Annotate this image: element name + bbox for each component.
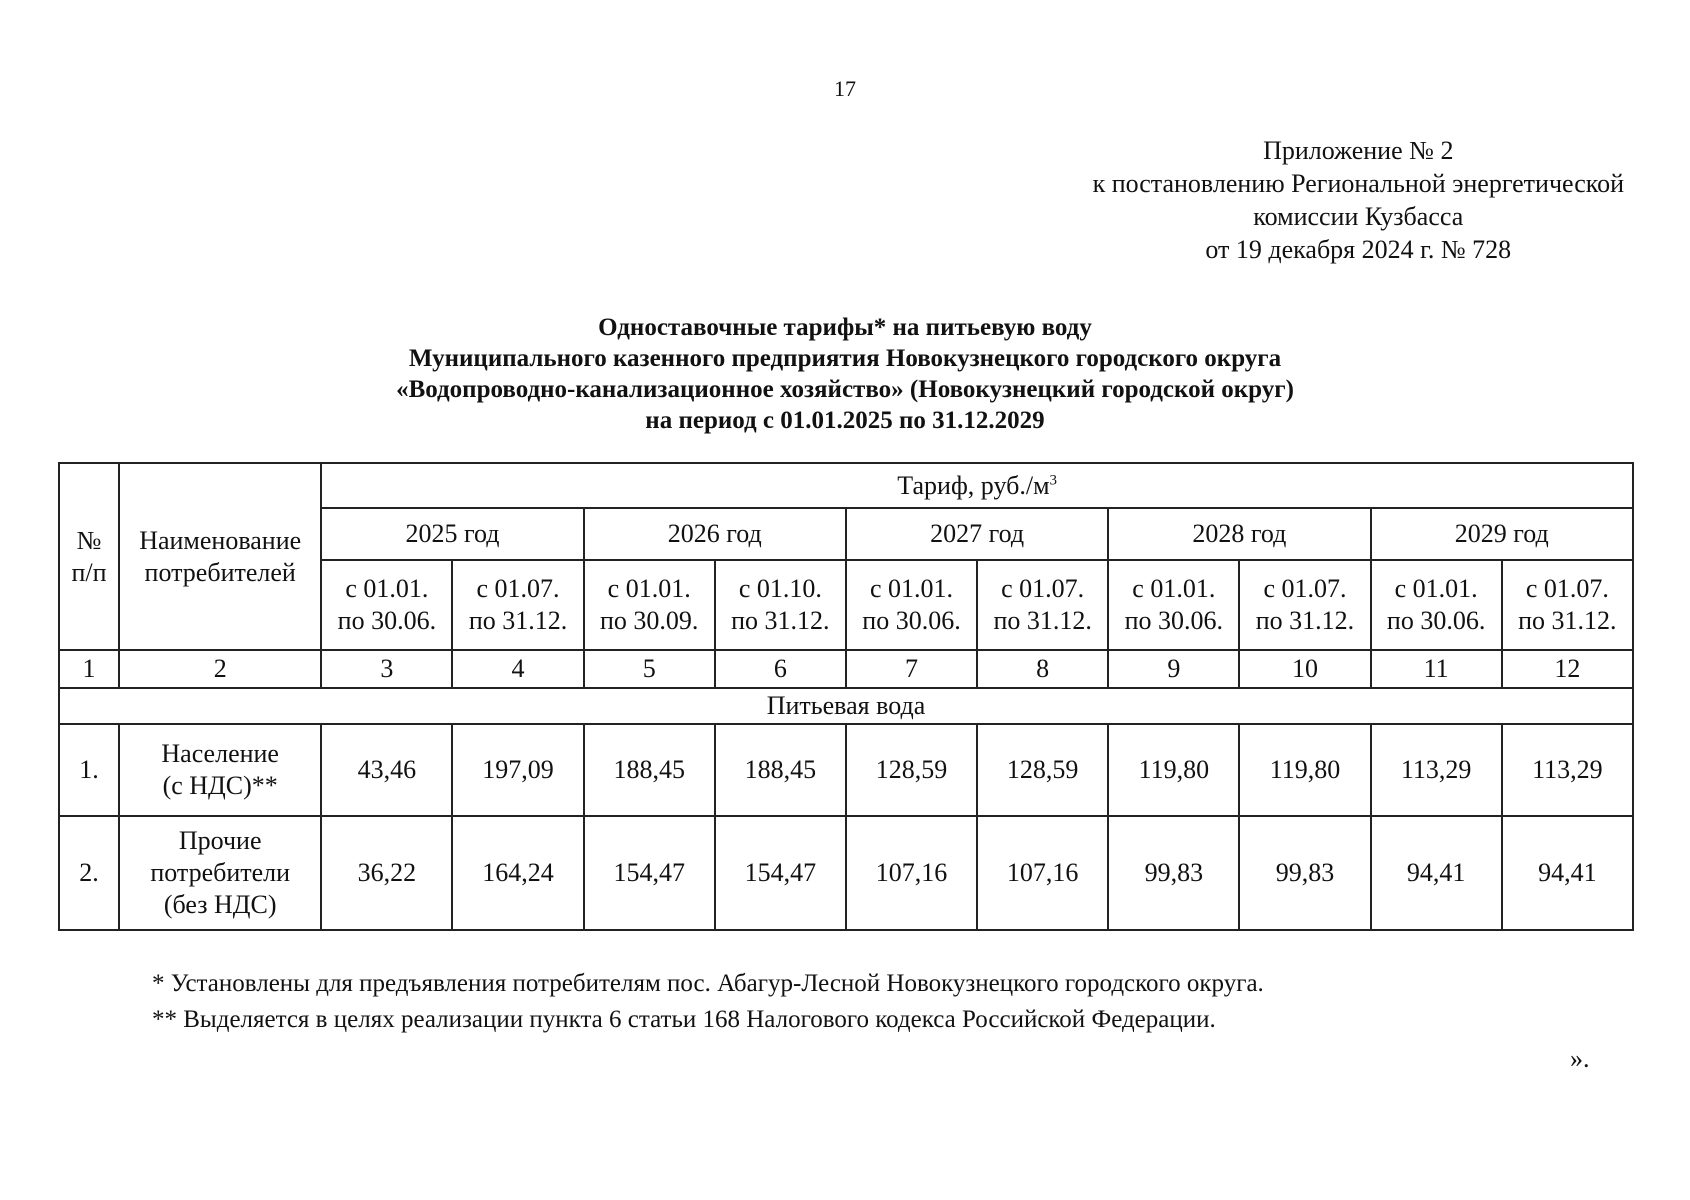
tariff-value: 128,59: [977, 724, 1108, 816]
document-title: [0, 312, 1690, 436]
period-header: [1239, 560, 1370, 650]
period-to: по 31.12.: [731, 606, 830, 635]
period-header: [977, 560, 1108, 650]
period-to: по 31.12.: [993, 606, 1092, 635]
section-title: Питьевая вода: [59, 688, 1633, 724]
title-line: Одноставочные тарифы* на питьевую воду: [598, 314, 1092, 341]
year-header: 2029 год: [1371, 508, 1633, 560]
tariff-value: 43,46: [321, 724, 452, 816]
tariff-value: 94,41: [1371, 816, 1502, 930]
tariff-value: 36,22: [321, 816, 452, 930]
header-tariff-cell: [321, 463, 1633, 508]
tariff-unit-label: Тариф, руб./м: [897, 470, 1050, 500]
period-from: с 01.07.: [1525, 574, 1609, 603]
appendix-block: [1093, 134, 1624, 266]
column-number: 6: [715, 650, 846, 688]
period-header: [584, 560, 715, 650]
period-from: с 01.07.: [1001, 574, 1085, 603]
header-number-cell: [59, 463, 119, 650]
page-number: 17: [834, 76, 856, 101]
consumer-name-line: Прочие: [178, 826, 262, 855]
row-number: 1.: [59, 724, 119, 816]
column-number: 1: [59, 650, 119, 688]
year-header: 2026 год: [584, 508, 846, 560]
tariff-value: 197,09: [452, 724, 583, 816]
tariff-value: 188,45: [715, 724, 846, 816]
column-number: 3: [321, 650, 452, 688]
tariff-value: 107,16: [846, 816, 977, 930]
header-consumer-line: потребителей: [144, 557, 296, 587]
consumer-name-line: (с НДС)**: [162, 771, 278, 800]
appendix-line: комиссии Кузбасса: [1253, 202, 1464, 231]
column-number: 4: [452, 650, 583, 688]
tariff-value: 99,83: [1239, 816, 1370, 930]
table-row: [59, 724, 1633, 816]
period-to: по 30.09.: [599, 606, 699, 635]
consumer-name-line: Население: [161, 739, 279, 768]
period-header: [715, 560, 846, 650]
consumer-name: [119, 816, 321, 930]
period-to: по 31.12.: [1518, 606, 1617, 635]
title-line: «Водопроводно-канализационное хозяйство» (Новокузнецкий городской округ): [396, 376, 1294, 403]
period-to: по 31.12.: [468, 606, 568, 635]
appendix-line: к постановлению Региональной энергетической: [1092, 169, 1624, 198]
column-number-row: [59, 650, 1633, 688]
consumer-name-line: (без НДС): [163, 890, 277, 919]
period-from: с 01.07.: [1263, 574, 1347, 603]
column-number: 10: [1239, 650, 1370, 688]
period-to: по 30.06.: [337, 606, 437, 635]
tariff-value: 188,45: [584, 724, 715, 816]
tariff-value: 119,80: [1108, 724, 1239, 816]
year-header: 2027 год: [846, 508, 1108, 560]
header-consumer-line: Наименование: [139, 525, 302, 555]
year-header: 2028 год: [1108, 508, 1370, 560]
tariff-value: 154,47: [715, 816, 846, 930]
period-from: с 01.01.: [869, 574, 954, 603]
period-from: с 01.01.: [1132, 574, 1216, 603]
year-header: 2025 год: [321, 508, 583, 560]
tariff-value: 99,83: [1108, 816, 1239, 930]
consumer-name-line: потребители: [150, 858, 291, 887]
period-to: по 30.06.: [862, 606, 961, 635]
period-from: с 01.10.: [738, 574, 822, 603]
column-number: 7: [846, 650, 977, 688]
period-header: [1108, 560, 1239, 650]
period-header: [452, 560, 583, 650]
period-to: по 31.12.: [1255, 606, 1355, 635]
tariff-value: 113,29: [1371, 724, 1502, 816]
tariff-value: 164,24: [452, 816, 583, 930]
section-row: [59, 688, 1633, 724]
column-number: 5: [584, 650, 715, 688]
period-header: [846, 560, 977, 650]
tariff-value: 119,80: [1239, 724, 1370, 816]
header-number-line: п/п: [71, 557, 107, 587]
period-to: по 30.06.: [1124, 606, 1224, 635]
tariff-unit-superscript: 3: [1049, 471, 1058, 488]
column-number: 11: [1371, 650, 1502, 688]
appendix-line: от 19 декабря 2024 г. № 728: [1205, 235, 1512, 264]
header-number-line: №: [76, 525, 102, 555]
closing-quote: ».: [1570, 1044, 1590, 1073]
period-header: [1371, 560, 1502, 650]
period-from: с 01.07.: [476, 574, 560, 603]
period-from: с 01.01.: [607, 574, 691, 603]
footnotes: [152, 966, 1264, 1038]
period-header: [1502, 560, 1633, 650]
period-from: с 01.01.: [345, 574, 429, 603]
footnote: * Установлены для предъявления потребителям пос. Абагур-Лесной Новокузнецкого городского округа.: [152, 970, 1264, 997]
period-to: по 30.06.: [1386, 606, 1486, 635]
tariff-table: [58, 462, 1634, 931]
row-number: 2.: [59, 816, 119, 930]
tariff-value: 94,41: [1502, 816, 1633, 930]
period-from: с 01.01.: [1394, 574, 1478, 603]
column-number: 2: [119, 650, 321, 688]
title-line: на период с 01.01.2025 по 31.12.2029: [645, 407, 1045, 434]
tariff-value: 107,16: [977, 816, 1108, 930]
tariff-value: 154,47: [584, 816, 715, 930]
period-header: [321, 560, 452, 650]
tariff-value: 128,59: [846, 724, 977, 816]
header-row-tariff: [59, 463, 1633, 508]
column-number: 8: [977, 650, 1108, 688]
consumer-name: [119, 724, 321, 816]
column-number: 12: [1502, 650, 1633, 688]
appendix-line: Приложение № 2: [1263, 136, 1454, 165]
title-line: Муниципального казенного предприятия Новокузнецкого городского округа: [408, 345, 1282, 372]
column-number: 9: [1108, 650, 1239, 688]
footnote: ** Выделяется в целях реализации пункта 6 статьи 168 Налогового кодекса Российской Федерации.: [152, 1006, 1216, 1033]
tariff-value: 113,29: [1502, 724, 1633, 816]
table-row: [59, 816, 1633, 930]
header-consumer-name-cell: [119, 463, 321, 650]
